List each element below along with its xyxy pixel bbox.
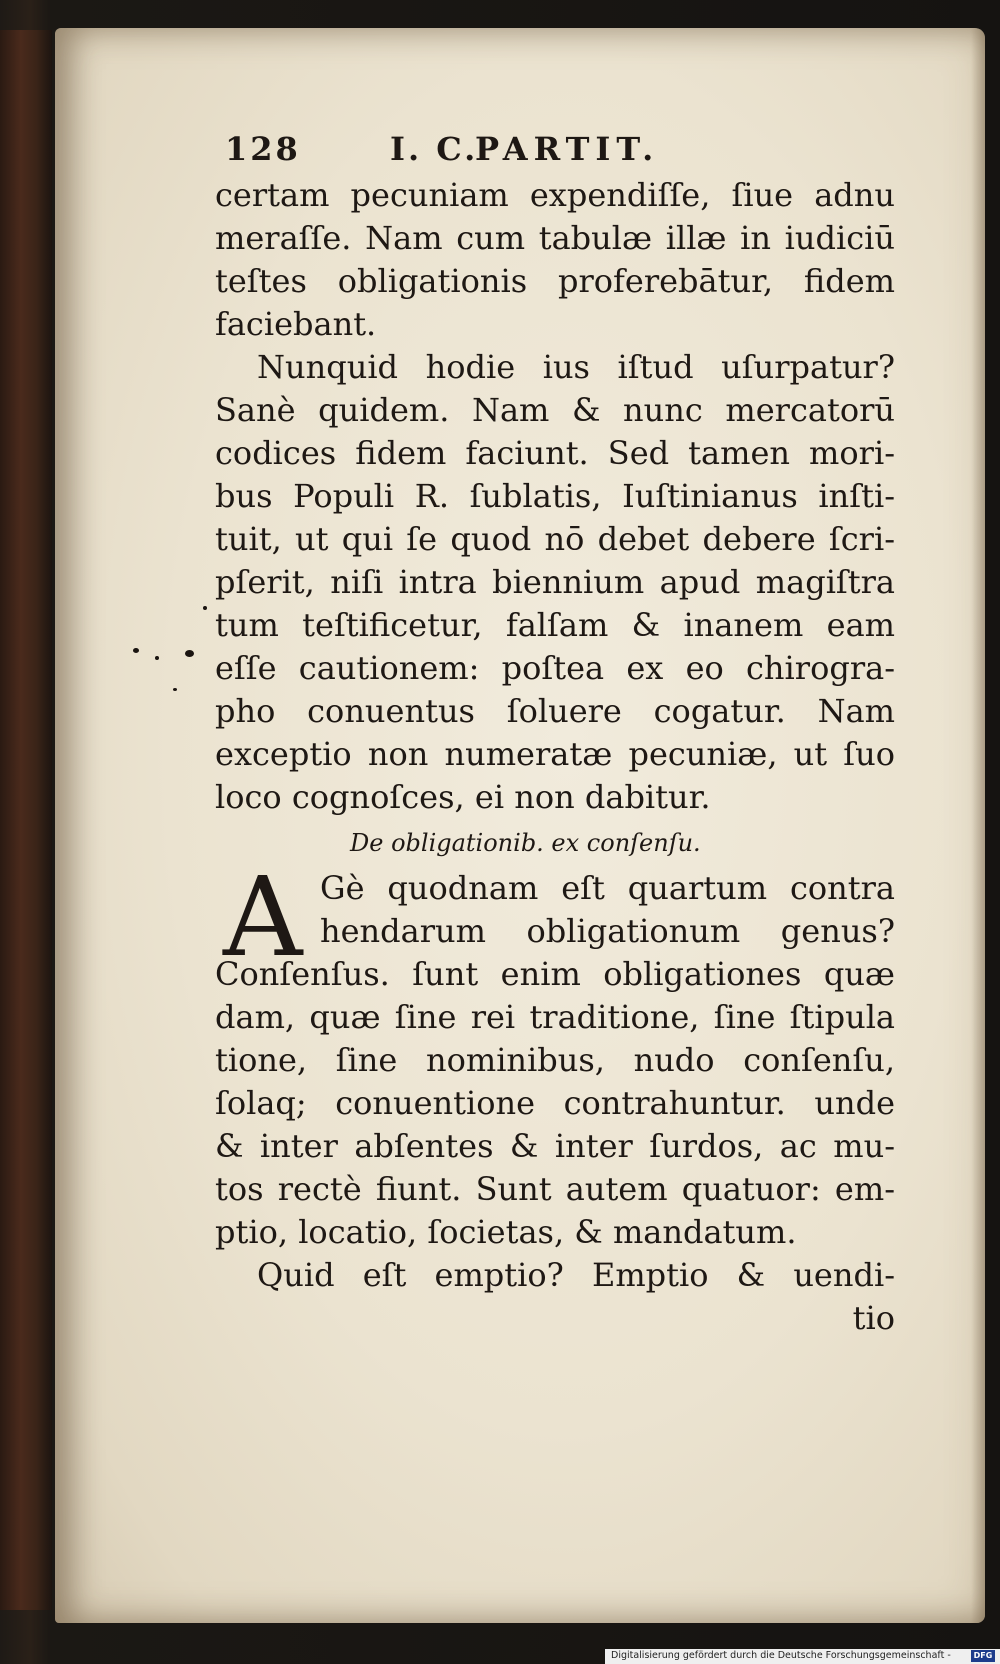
- running-head: [215, 122, 895, 174]
- text-line: eſſe cautionem: poſtea ex eo chirogra-: [215, 649, 895, 687]
- text-line: Conſenſus. ſunt enim obligationes quæ: [215, 955, 895, 993]
- text-line: tum teſtificetur, falſam & inanem eam: [215, 606, 895, 644]
- paragraph-3: [215, 853, 895, 1254]
- page-number: 128: [225, 130, 301, 168]
- text-line: ſolaq; conuentione contrahuntur. unde: [215, 1084, 895, 1122]
- ink-speck: [173, 688, 177, 691]
- paragraph-1: [215, 174, 895, 346]
- paragraph-4: [215, 1254, 895, 1340]
- text-line: Quid eſt emptio? Emptio & uendi-: [257, 1256, 895, 1294]
- text-line: faciebant.: [215, 305, 377, 343]
- text-line: tione, ſine nominibus, nudo conſenſu,: [215, 1041, 895, 1079]
- dfg-logo: DFG: [971, 1650, 995, 1662]
- text-line: Gè quodnam eſt quartum contra: [320, 869, 895, 907]
- text-line: loco cognoſces, ei non dabitur.: [215, 778, 711, 816]
- text-line: certam pecuniam expendiſſe, ſiue adnu: [215, 176, 895, 214]
- catchword: tio: [852, 1299, 895, 1337]
- ink-speck: [155, 656, 159, 660]
- page-text: [215, 122, 895, 1340]
- text-line: ptio, locatio, ſocietas, & mandatum.: [215, 1213, 797, 1251]
- text-line: bus Populi R. ſublatis, Iuſtinianus inſti-: [215, 477, 895, 515]
- text-line: Sanè quidem. Nam & nunc mercatorū: [215, 391, 895, 429]
- drop-cap-initial: A: [223, 853, 303, 981]
- page-edge-shadow: [971, 28, 985, 1623]
- section-heading: De obligationib. ex conſenſu.: [350, 829, 701, 857]
- ink-speck: [203, 606, 207, 610]
- ink-speck: [133, 648, 139, 653]
- text-line: pho conuentus ſoluere cogatur. Nam: [215, 692, 895, 730]
- text-line: exceptio non numeratæ pecuniæ, ut ſuo: [215, 735, 895, 773]
- running-head-left: I. C.: [390, 130, 479, 168]
- text-line: tuit, ut qui ſe quod nō debet debere ſcri-: [215, 520, 895, 558]
- text-line: codices fidem faciunt. Sed tamen mori-: [215, 434, 895, 472]
- text-line: tos rectè fiunt. Sunt autem quatuor: em-: [215, 1170, 895, 1208]
- digitization-credit: Digitalisierung gefördert durch die Deutsche Forschungsgemeinschaft -: [611, 1650, 951, 1661]
- book-binding-edge: [0, 30, 52, 1610]
- text-line: & inter abſentes & inter ſurdos, ac mu-: [215, 1127, 895, 1165]
- text-line: pſerit, niſi intra biennium apud magiſtra: [215, 563, 895, 601]
- running-head-right: PARTIT.: [475, 130, 660, 168]
- text-line: meraſſe. Nam cum tabulæ illæ in iudiciū: [215, 219, 895, 257]
- text-line: Nunquid hodie ius iſtud uſurpatur?: [257, 348, 895, 386]
- text-line: teſtes obligationis proferebātur, fidem: [215, 262, 895, 300]
- text-line: hendarum obligationum genus?: [320, 912, 895, 950]
- digitization-credit-bar: [605, 1649, 1000, 1664]
- text-line: dam, quæ ſine rei traditione, ſine ſtipula: [215, 998, 895, 1036]
- ink-speck: [185, 650, 194, 657]
- paragraph-2: [215, 346, 895, 819]
